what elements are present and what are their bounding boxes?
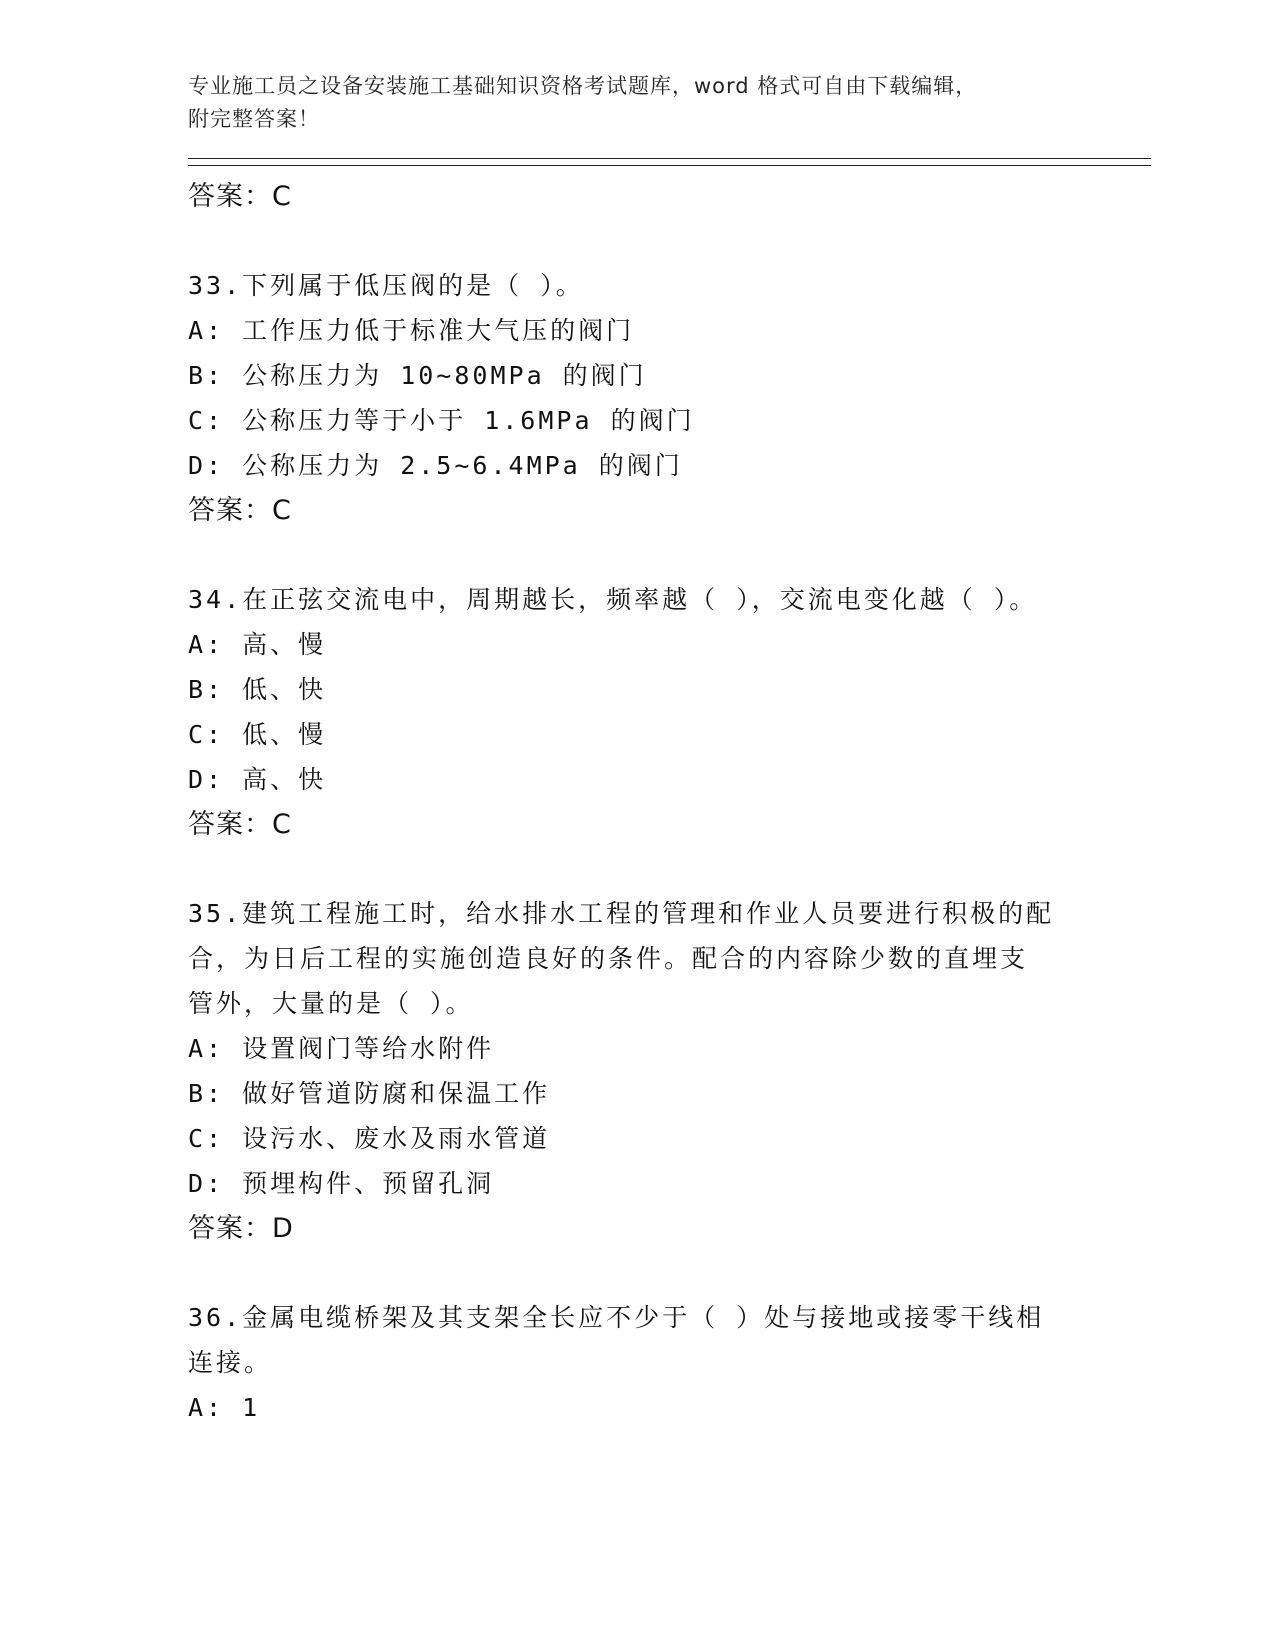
- answer-line: [188, 174, 1148, 219]
- option-c: C: 公称压力等于小于 1.6MPa 的阀门: [188, 406, 695, 435]
- answer-label: 答案：: [188, 181, 272, 212]
- option-b: B: 公称压力为 10~80MPa 的阀门: [188, 361, 647, 390]
- question-text-line-1: 35.建筑工程施工时，给水排水工程的管理和作业人员要进行积极的配: [188, 899, 1055, 928]
- answer-line: [188, 802, 1148, 847]
- question-text: 33.下列属于低压阀的是（ ）。: [188, 271, 584, 300]
- option-c: C: 设污水、废水及雨水管道: [188, 1124, 551, 1153]
- option-a: A: 1: [188, 1393, 261, 1422]
- answer-value: C: [272, 181, 292, 212]
- option-a: A: 高、慢: [188, 630, 327, 659]
- document-header: [188, 70, 1148, 136]
- header-divider: [188, 158, 1151, 166]
- option-d: D: 高、快: [188, 765, 327, 794]
- document-page: [188, 70, 1148, 1430]
- option-d: D: 公称压力为 2.5~6.4MPa 的阀门: [188, 451, 683, 480]
- question-text-line-3: 管外，大量的是（ ）。: [188, 989, 474, 1018]
- option-d: D: 预埋构件、预留孔洞: [188, 1169, 495, 1198]
- answer-line: [188, 488, 1148, 533]
- question-text-line-2: 连接。: [188, 1348, 273, 1377]
- option-a: A: 设置阀门等给水附件: [188, 1034, 495, 1063]
- answer-line: [188, 1206, 1148, 1251]
- answer-label: 答案：: [188, 809, 272, 840]
- answer-value: D: [272, 1213, 294, 1244]
- answer-value: C: [272, 809, 292, 840]
- option-b: B: 低、快: [188, 675, 327, 704]
- question-text-line-2: 合，为日后工程的实施创造良好的条件。配合的内容除少数的直埋支: [188, 944, 1029, 973]
- question-text-line-1: 36.金属电缆桥架及其支架全长应不少于（ ）处与接地或接零干线相: [188, 1303, 1045, 1332]
- answer-label: 答案：: [188, 1213, 272, 1244]
- question-34: [188, 577, 1148, 847]
- header-line-2: 附完整答案！: [188, 107, 320, 131]
- question-text: 34.在正弦交流电中，周期越长，频率越（ ），交流电变化越（ ）。: [188, 585, 1038, 614]
- question-35: [188, 891, 1148, 1251]
- option-a: A: 工作压力低于标准大气压的阀门: [188, 316, 635, 345]
- option-b: B: 做好管道防腐和保温工作: [188, 1079, 551, 1108]
- question-36: [188, 1295, 1148, 1430]
- answer-value: C: [272, 495, 292, 526]
- answer-label: 答案：: [188, 495, 272, 526]
- option-c: C: 低、慢: [188, 720, 327, 749]
- question-33: [188, 263, 1148, 533]
- header-line-1: 专业施工员之设备安装施工基础知识资格考试题库，word 格式可自由下载编辑，: [188, 74, 978, 98]
